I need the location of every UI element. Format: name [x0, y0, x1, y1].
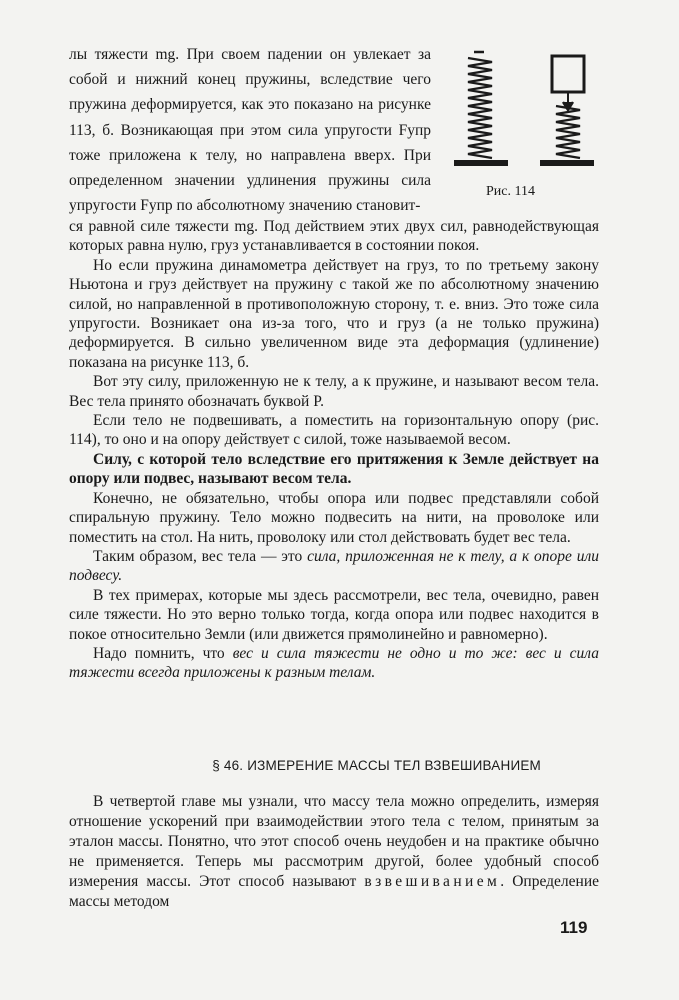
paragraph: В тех примерах, которые мы здесь рассмотрели, вес тела, очевидно, равен силе тяжести. Но это верно только тогда, когда опора или подвес находится в покое относительно Земли (или движется прямолинейно и равномерно). [69, 586, 599, 643]
emphasis-text: вес и сила тяжести не одно и то же: вес и сила тяжести всегда приложены к разным телам. [69, 644, 599, 682]
paragraph-text: В четвертой главе мы узнали, что массу тела можно определить, измеряя отношение ускорений при взаимодействии этого тела с телом, принятым за эталон массы. Понятно, что этот способ очень неудобен и на практике обычно не применяется. Теперь мы рассмотрим другой, более удобный способ измерения массы. Этот способ называют [69, 793, 599, 890]
paragraph-text: Надо помнить, что [93, 644, 233, 662]
page-number: 119 [560, 918, 588, 937]
section-text [69, 792, 599, 912]
top-paragraph-column [69, 42, 431, 218]
paragraph: Конечно, не обязательно, чтобы опора или подвес представляли собой спиральную пружину. Тело можно подвесить на нити, на проволоке или поместить на стол. На нить, проволоку или стол действовать будет вес тела. [69, 489, 599, 546]
spaced-term: взвешиванием [364, 873, 501, 890]
spring-loaded-icon [540, 56, 594, 166]
paragraph [69, 644, 599, 683]
paragraph: Вот эту силу, приложенную не к телу, а к пружине, и называют весом тела. Вес тела принято обозначать буквой P. [69, 373, 599, 410]
definition-paragraph: Силу, с которой тело вследствие его притяжения к Земле действует на опору или подвес, называют весом тела. [69, 450, 599, 488]
paragraph [69, 792, 599, 912]
main-text [69, 217, 599, 683]
paragraph: лы тяжести mg. При своем падении он увлекает за собой и нижний конец пружины, вследствие чего пружина деформируется, как это показано на рисунке 113, б. Возникающая при этом сила упругости Fупр тоже приложена к телу, но направлена вверх. При определенном значении удлинения пружины сила упругости Fупр по абсолютному значению становит- [69, 46, 431, 215]
paragraph: ся равной силе тяжести mg. Под действием этих двух сил, равнодействующая которых равна нулю, груз устанавливается в состоянии покоя. [69, 218, 599, 255]
paragraph-text: . Определение массы методом [69, 873, 599, 910]
section-heading: § 46. ИЗМЕРЕНИЕ МАССЫ ТЕЛ ВЗВЕШИВАНИЕМ [212, 758, 541, 773]
paragraph: Но если пружина динамометра действует на груз, то по третьему закону Ньютона и груз действует на пружину с такой же по абсолютному значению силой, но направленной в противоположную сторону, т. е. вниз. Это тоже сила упругости. Возникает она из-за того, что и груз (а не только пружина) деформируется. В сильно увеличенном виде эта деформация (удлинение) показана на рисунке 113, б. [69, 256, 599, 371]
paragraph-text: Таким образом, вес тела — это [93, 547, 308, 565]
paragraph: Если тело не подвешивать, а поместить на горизонтальную опору (рис. 114), то оно и на опору действует с силой, тоже называемой весом. [69, 412, 599, 449]
emphasis-text: сила, приложенная не к телу, а к опоре или подвесу. [69, 547, 599, 585]
figure-caption: Рис. 114 [486, 184, 535, 199]
spring-unloaded-icon [454, 52, 508, 166]
paragraph [69, 547, 599, 586]
